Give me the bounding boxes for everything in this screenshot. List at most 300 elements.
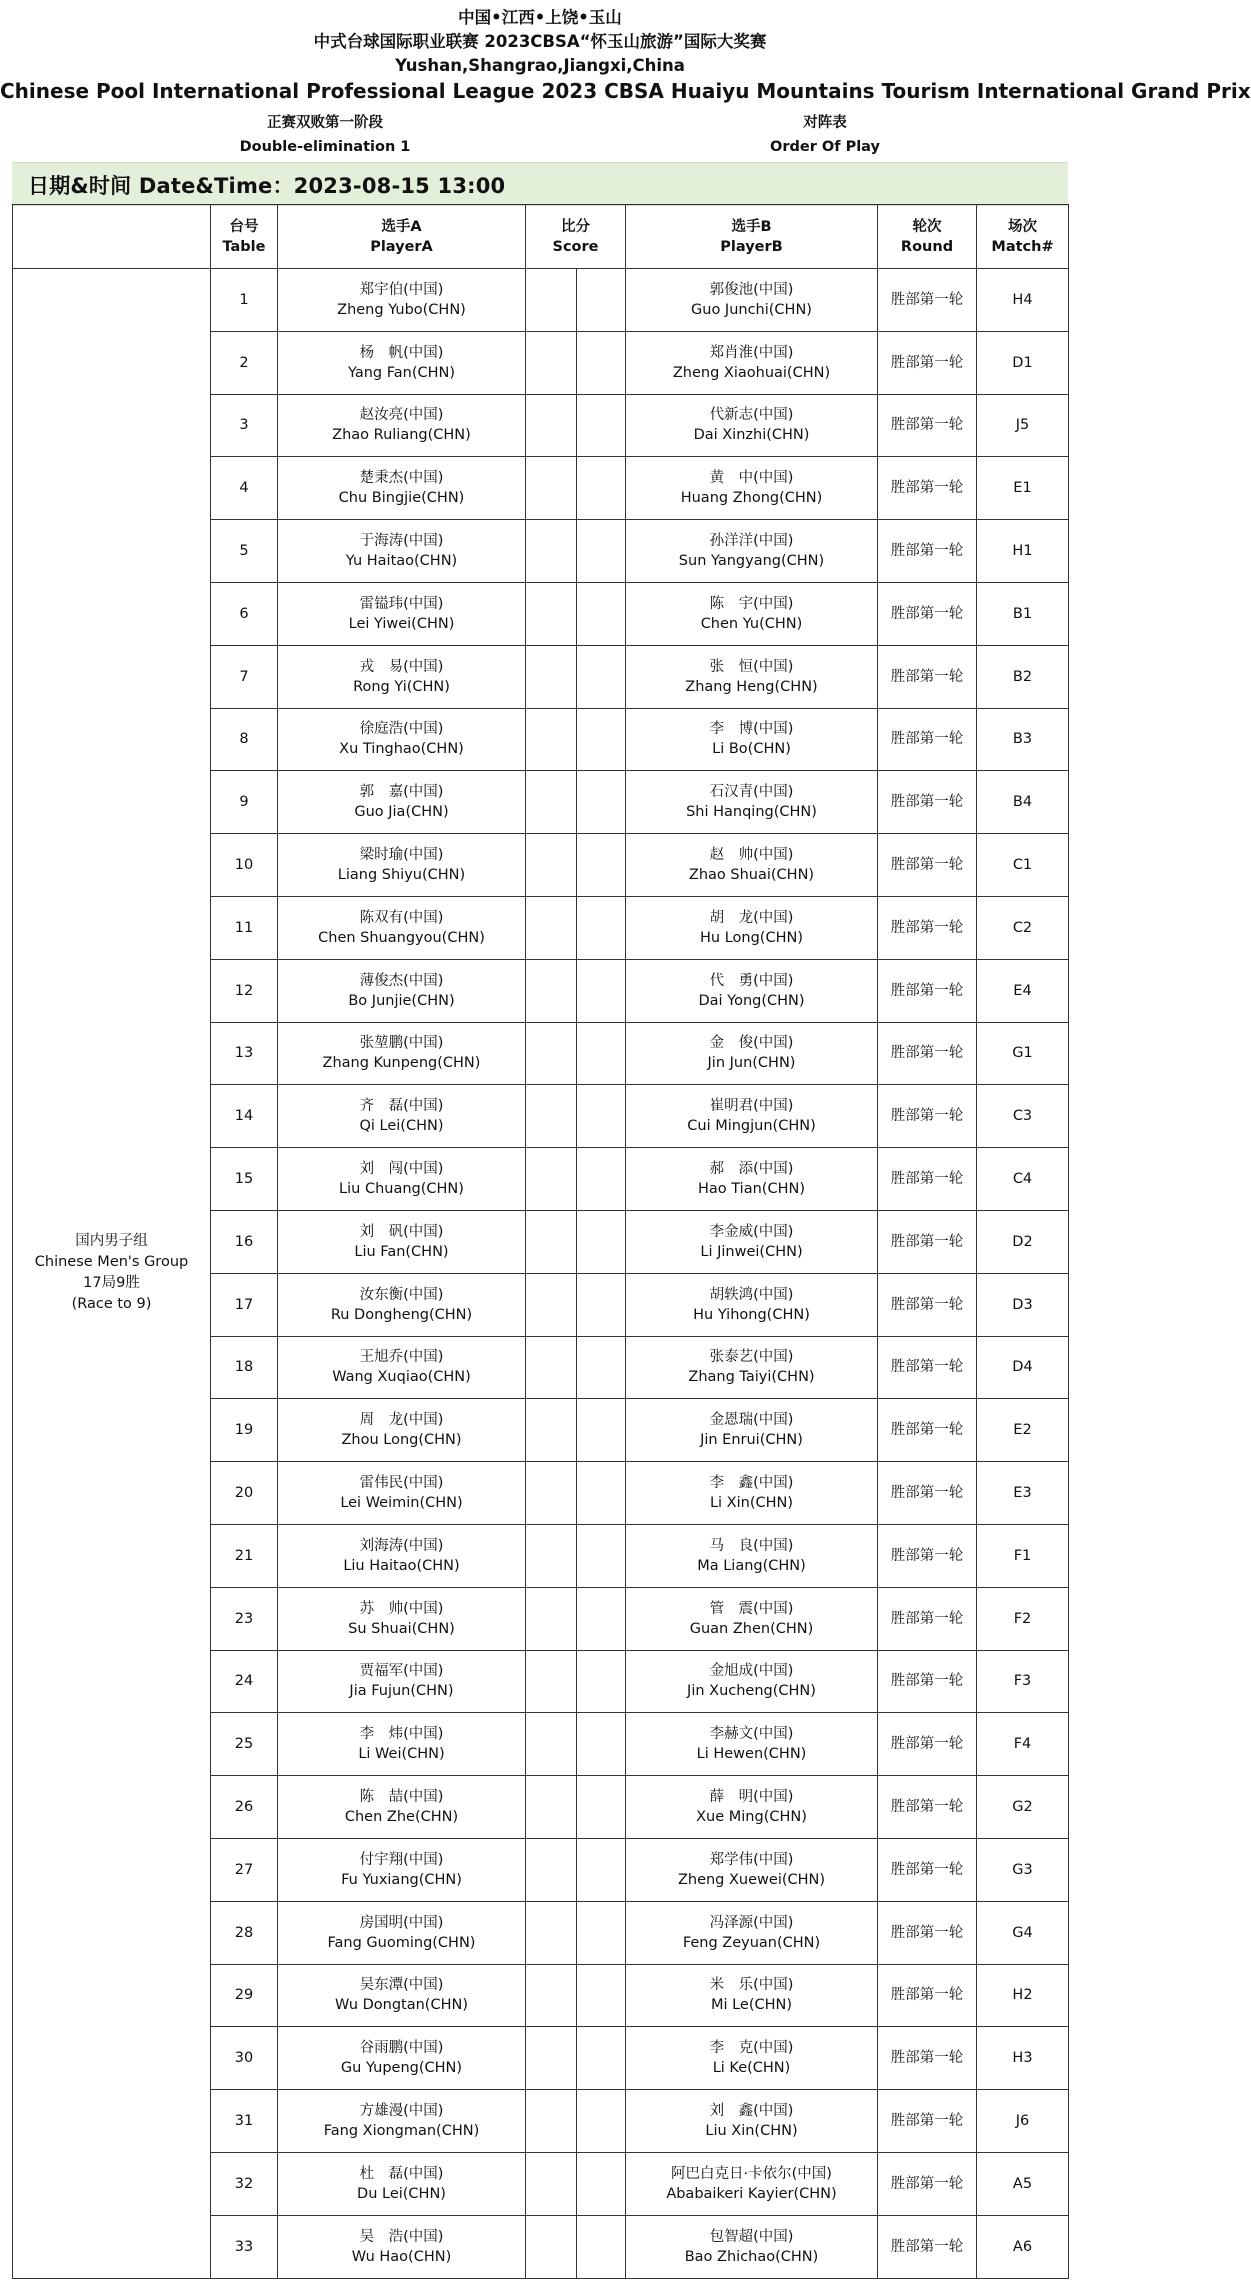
player-b-name-zh: 郝 添(中国) xyxy=(709,1161,794,1178)
player-a-name-en: Guo Jia(CHN) xyxy=(354,804,449,821)
round: 胜部第一轮 xyxy=(878,834,977,897)
score-divider xyxy=(576,771,577,833)
player-b xyxy=(626,2152,878,2215)
player-b-name-en: Jin Xucheng(CHN) xyxy=(687,1683,816,1700)
player-a xyxy=(278,2152,526,2215)
player-a xyxy=(278,1462,526,1525)
player-a-name-zh: 周 龙(中国) xyxy=(359,1412,444,1429)
player-b xyxy=(626,269,878,332)
score-cell xyxy=(526,457,626,520)
player-b-name-en: Zheng Xuewei(CHN) xyxy=(677,1871,826,1888)
score-cell xyxy=(526,331,626,394)
round: 胜部第一轮 xyxy=(878,1650,977,1713)
player-a-name-zh: 张堃鹏(中国) xyxy=(359,1035,444,1052)
table-number: 6 xyxy=(211,582,278,645)
match-number: F2 xyxy=(977,1587,1069,1650)
player-a-name-zh: 齐 磊(中国) xyxy=(359,1098,444,1115)
player-a xyxy=(278,645,526,708)
player-b-name-zh: 胡轶鸿(中国) xyxy=(709,1286,794,1303)
score-cell xyxy=(526,1336,626,1399)
score-divider xyxy=(576,1462,577,1524)
match-number: H1 xyxy=(977,520,1069,583)
order-of-play-table xyxy=(12,204,1069,2279)
player-b-name-zh: 赵 帅(中国) xyxy=(709,847,794,864)
player-b-name-zh: 郑肖淮(中国) xyxy=(709,344,794,361)
player-a-name-en: Zhou Long(CHN) xyxy=(341,1432,462,1449)
round: 胜部第一轮 xyxy=(878,269,977,332)
score-divider xyxy=(576,709,577,771)
player-b xyxy=(626,1210,878,1273)
round: 胜部第一轮 xyxy=(878,1462,977,1525)
round: 胜部第一轮 xyxy=(878,1399,977,1462)
score-cell xyxy=(526,1273,626,1336)
score-divider xyxy=(576,457,577,519)
table-number: 18 xyxy=(211,1336,278,1399)
match-number: H3 xyxy=(977,2027,1069,2090)
score-cell xyxy=(526,959,626,1022)
player-b xyxy=(626,1650,878,1713)
order-label-en: Order Of Play xyxy=(770,139,880,155)
player-b-name-en: Li Bo(CHN) xyxy=(712,741,791,758)
player-b-name-en: Guan Zhen(CHN) xyxy=(689,1620,814,1637)
table-number: 19 xyxy=(211,1399,278,1462)
match-number: H4 xyxy=(977,269,1069,332)
match-number: C2 xyxy=(977,896,1069,959)
score-cell xyxy=(526,1838,626,1901)
player-b xyxy=(626,1462,878,1525)
round: 胜部第一轮 xyxy=(878,1713,977,1776)
player-a xyxy=(278,1713,526,1776)
player-a-name-zh: 戎 易(中国) xyxy=(359,658,444,675)
score-divider xyxy=(576,1525,577,1587)
table-row xyxy=(13,269,1069,332)
round: 胜部第一轮 xyxy=(878,457,977,520)
player-b xyxy=(626,1148,878,1211)
score-divider xyxy=(576,1902,577,1964)
round: 胜部第一轮 xyxy=(878,1148,977,1211)
match-number: C1 xyxy=(977,834,1069,897)
player-b-name-en: Sun Yangyang(CHN) xyxy=(678,553,825,570)
player-b-name-en: Ma Liang(CHN) xyxy=(697,1557,806,1574)
order-label-zh: 对阵表 xyxy=(803,115,847,131)
player-a-name-zh: 薄俊杰(中国) xyxy=(359,972,444,989)
player-b-name-en: Guo Junchi(CHN) xyxy=(691,301,812,318)
player-b-name-zh: 李赫文(中国) xyxy=(709,1726,794,1743)
round: 胜部第一轮 xyxy=(878,1022,977,1085)
player-b-name-zh: 胡 龙(中国) xyxy=(709,909,794,926)
score-cell xyxy=(526,896,626,959)
table-number: 29 xyxy=(211,1964,278,2027)
group-name-zh: 国内男子组 xyxy=(75,1233,148,1250)
player-a-name-en: Jia Fujun(CHN) xyxy=(349,1683,454,1700)
player-b xyxy=(626,896,878,959)
table-header-row xyxy=(13,205,1069,269)
player-a-name-en: Chu Bingjie(CHN) xyxy=(338,490,465,507)
player-a-name-en: Lei Weimin(CHN) xyxy=(340,1495,463,1512)
player-b xyxy=(626,394,878,457)
player-a-name-zh: 赵汝亮(中国) xyxy=(359,407,444,424)
player-a-name-zh: 汝东衡(中国) xyxy=(359,1286,444,1303)
player-a xyxy=(278,394,526,457)
player-b xyxy=(626,457,878,520)
match-number: F3 xyxy=(977,1650,1069,1713)
player-b-name-en: Jin Enrui(CHN) xyxy=(700,1432,803,1449)
score-divider xyxy=(576,269,577,331)
table-number: 20 xyxy=(211,1462,278,1525)
player-b-name-zh: 崔明君(中国) xyxy=(709,1098,794,1115)
score-divider xyxy=(576,1148,577,1210)
round: 胜部第一轮 xyxy=(878,394,977,457)
player-b-name-zh: 孙洋洋(中国) xyxy=(709,533,794,550)
player-b-name-zh: 刘 鑫(中国) xyxy=(709,2103,794,2119)
match-number: G4 xyxy=(977,1901,1069,1964)
round: 胜部第一轮 xyxy=(878,331,977,394)
player-b-name-en: Cui Mingjun(CHN) xyxy=(687,1118,816,1135)
player-b-name-en: Li Ke(CHN) xyxy=(712,2060,791,2077)
player-b-name-en: Li Xin(CHN) xyxy=(709,1495,794,1512)
player-b xyxy=(626,645,878,708)
player-a xyxy=(278,959,526,1022)
player-a-name-en: Ru Dongheng(CHN) xyxy=(330,1306,473,1323)
table-number: 33 xyxy=(211,2215,278,2278)
score-cell xyxy=(526,708,626,771)
player-a-name-en: Wu Dongtan(CHN) xyxy=(335,1997,468,2014)
table-number: 14 xyxy=(211,1085,278,1148)
score-cell xyxy=(526,1901,626,1964)
match-header: 场次 Match# xyxy=(977,205,1069,269)
player-a-name-en: Gu Yupeng(CHN) xyxy=(340,2060,463,2077)
player-a-name-zh: 吴 浩(中国) xyxy=(359,2228,444,2245)
player-b-name-zh: 石汉青(中国) xyxy=(709,784,794,801)
table-number: 13 xyxy=(211,1022,278,1085)
score-divider xyxy=(576,1085,577,1147)
player-b-name-zh: 李 博(中国) xyxy=(709,721,794,738)
score-cell xyxy=(526,2152,626,2215)
player-a-name-zh: 王旭乔(中国) xyxy=(359,1349,444,1366)
table-number-header: 台号 Table xyxy=(211,205,278,269)
player-b-name-en: Huang Zhong(CHN) xyxy=(680,490,823,507)
player-b-header: 选手B PlayerB xyxy=(626,205,878,269)
round: 胜部第一轮 xyxy=(878,708,977,771)
player-b-name-zh: 冯泽源(中国) xyxy=(709,1914,794,1931)
match-number: A5 xyxy=(977,2152,1069,2215)
player-a-name-en: Rong Yi(CHN) xyxy=(353,678,450,695)
score-cell xyxy=(526,2215,626,2278)
match-number: B3 xyxy=(977,708,1069,771)
player-b-name-zh: 黄 中(中国) xyxy=(709,470,794,487)
score-divider xyxy=(576,2216,577,2278)
stage-label xyxy=(200,111,450,159)
player-a-name-en: Qi Lei(CHN) xyxy=(359,1118,444,1135)
player-b-name-en: Zhao Shuai(CHN) xyxy=(688,867,815,884)
match-number: F4 xyxy=(977,1713,1069,1776)
player-b-name-zh: 代 勇(中国) xyxy=(709,972,794,989)
round: 胜部第一轮 xyxy=(878,1336,977,1399)
player-b xyxy=(626,1336,878,1399)
player-a-name-en: Liang Shiyu(CHN) xyxy=(337,867,466,884)
player-b-name-zh: 李金威(中国) xyxy=(709,1223,794,1240)
player-b-name-zh: 薛 明(中国) xyxy=(709,1789,794,1806)
player-a xyxy=(278,520,526,583)
score-divider xyxy=(576,2153,577,2215)
player-a xyxy=(278,1964,526,2027)
group-cell xyxy=(13,269,211,2279)
player-a-name-en: Fang Guoming(CHN) xyxy=(327,1934,476,1951)
table-number: 31 xyxy=(211,2090,278,2153)
round: 胜部第一轮 xyxy=(878,645,977,708)
player-b-name-en: Hu Yihong(CHN) xyxy=(693,1306,810,1323)
score-divider xyxy=(576,2090,577,2152)
score-divider xyxy=(576,1776,577,1838)
table-number: 32 xyxy=(211,2152,278,2215)
player-a xyxy=(278,1399,526,1462)
player-a xyxy=(278,269,526,332)
score-cell xyxy=(526,1462,626,1525)
table-number: 21 xyxy=(211,1524,278,1587)
player-a-name-zh: 付宇翔(中国) xyxy=(359,1851,444,1868)
event-title-zh: 中式台球国际职业联赛 2023CBSA“怀玉山旅游”国际大奖赛 xyxy=(313,32,767,51)
player-a-name-zh: 徐庭浩(中国) xyxy=(359,721,444,738)
player-a-name-en: Lei Yiwei(CHN) xyxy=(348,615,455,632)
table-number: 8 xyxy=(211,708,278,771)
player-b-name-zh: 金旭成(中国) xyxy=(709,1663,794,1680)
round: 胜部第一轮 xyxy=(878,1273,977,1336)
table-number: 10 xyxy=(211,834,278,897)
player-b-name-en: Zhang Heng(CHN) xyxy=(685,678,818,695)
player-b-name-zh: 管 震(中国) xyxy=(709,1600,794,1617)
match-number: F1 xyxy=(977,1524,1069,1587)
score-cell xyxy=(526,269,626,332)
round: 胜部第一轮 xyxy=(878,1964,977,2027)
player-a-name-zh: 李 炜(中国) xyxy=(359,1726,444,1743)
round: 胜部第一轮 xyxy=(878,771,977,834)
player-a-name-zh: 刘 矾(中国) xyxy=(359,1223,444,1240)
player-a xyxy=(278,1085,526,1148)
table-number: 23 xyxy=(211,1587,278,1650)
event-title-en: Chinese Pool International Professional League 2023 CBSA Huaiyu Mountains Tourism International Grand Prix xyxy=(0,79,1251,103)
score-header: 比分 Score xyxy=(526,205,626,269)
score-cell xyxy=(526,394,626,457)
score-divider xyxy=(576,646,577,708)
player-b-name-en: Jin Jun(CHN) xyxy=(707,1055,796,1072)
player-b-name-en: Zheng Xiaohuai(CHN) xyxy=(672,364,831,381)
player-b xyxy=(626,1587,878,1650)
score-cell xyxy=(526,1964,626,2027)
document-header xyxy=(0,6,1251,104)
player-b-name-zh: 金 俊(中国) xyxy=(709,1035,794,1052)
player-b-name-en: Hu Long(CHN) xyxy=(700,929,803,946)
score-divider xyxy=(576,1839,577,1901)
player-b xyxy=(626,1964,878,2027)
score-divider xyxy=(576,1588,577,1650)
round: 胜部第一轮 xyxy=(878,1901,977,1964)
match-number: E2 xyxy=(977,1399,1069,1462)
player-a-name-en: Wu Hao(CHN) xyxy=(351,2248,452,2265)
table-number: 2 xyxy=(211,331,278,394)
player-a-name-en: Du Lei(CHN) xyxy=(357,2185,446,2202)
score-divider xyxy=(576,395,577,457)
match-number: G2 xyxy=(977,1776,1069,1839)
player-a-name-zh: 郑宇伯(中国) xyxy=(359,281,444,298)
match-number: J5 xyxy=(977,394,1069,457)
match-number: D1 xyxy=(977,331,1069,394)
table-number: 17 xyxy=(211,1273,278,1336)
player-b-name-en: Li Jinwei(CHN) xyxy=(700,1243,803,1260)
match-number: E4 xyxy=(977,959,1069,1022)
score-divider xyxy=(576,1965,577,2027)
player-b-name-en: Ababaikeri Kayier(CHN) xyxy=(666,2185,837,2202)
score-divider xyxy=(576,1211,577,1273)
player-b xyxy=(626,331,878,394)
player-a-name-zh: 刘 闯(中国) xyxy=(359,1161,444,1178)
player-a-header: 选手A PlayerA xyxy=(278,205,526,269)
score-cell xyxy=(526,2027,626,2090)
player-a xyxy=(278,1587,526,1650)
score-divider xyxy=(576,1713,577,1775)
score-cell xyxy=(526,1399,626,1462)
player-b xyxy=(626,1273,878,1336)
player-a-name-zh: 于海涛(中国) xyxy=(359,533,444,550)
player-a-name-en: Bo Junjie(CHN) xyxy=(348,992,455,1009)
race-format-en: (Race to 9) xyxy=(71,1296,152,1313)
table-number: 5 xyxy=(211,520,278,583)
round: 胜部第一轮 xyxy=(878,1524,977,1587)
player-a-name-zh: 陈 喆(中国) xyxy=(359,1789,444,1806)
player-a xyxy=(278,771,526,834)
score-divider xyxy=(576,520,577,582)
player-a-name-zh: 贾福军(中国) xyxy=(359,1663,444,1680)
player-a-name-en: Zhang Kunpeng(CHN) xyxy=(322,1055,481,1072)
player-b xyxy=(626,1399,878,1462)
player-b-name-en: Dai Xinzhi(CHN) xyxy=(693,427,810,444)
match-number: E3 xyxy=(977,1462,1069,1525)
player-b-name-en: Hao Tian(CHN) xyxy=(698,1181,805,1198)
player-b-name-zh: 郭俊池(中国) xyxy=(709,281,794,298)
player-b-name-zh: 李 鑫(中国) xyxy=(709,1475,794,1492)
table-number: 30 xyxy=(211,2027,278,2090)
player-a-name-en: Xu Tinghao(CHN) xyxy=(339,741,464,758)
match-number: D2 xyxy=(977,1210,1069,1273)
player-a-name-zh: 杨 帆(中国) xyxy=(359,344,444,361)
match-number: A6 xyxy=(977,2215,1069,2278)
player-b xyxy=(626,2027,878,2090)
round: 胜部第一轮 xyxy=(878,2027,977,2090)
score-divider xyxy=(576,2027,577,2089)
player-a xyxy=(278,331,526,394)
round: 胜部第一轮 xyxy=(878,1838,977,1901)
player-a-name-zh: 楚秉杰(中国) xyxy=(359,470,444,487)
match-number: H2 xyxy=(977,1964,1069,2027)
player-a-name-en: Fu Yuxiang(CHN) xyxy=(341,1871,462,1888)
player-a-name-zh: 雷镒玮(中国) xyxy=(359,595,444,612)
table-number: 16 xyxy=(211,1210,278,1273)
round: 胜部第一轮 xyxy=(878,2090,977,2153)
table-number: 4 xyxy=(211,457,278,520)
score-divider xyxy=(576,1023,577,1085)
date-time-text: 日期&时间 Date&Time：2023-08-15 13:00 xyxy=(28,174,506,198)
match-number: C4 xyxy=(977,1148,1069,1211)
score-cell xyxy=(526,582,626,645)
player-a-name-zh: 方雄漫(中国) xyxy=(359,2103,444,2119)
round: 胜部第一轮 xyxy=(878,1776,977,1839)
table-number: 26 xyxy=(211,1776,278,1839)
player-a-name-zh: 雷伟民(中国) xyxy=(359,1475,444,1492)
score-cell xyxy=(526,1210,626,1273)
player-a xyxy=(278,1273,526,1336)
player-a xyxy=(278,2090,526,2153)
score-cell xyxy=(526,2090,626,2153)
player-b xyxy=(626,1713,878,1776)
player-b-name-zh: 阿巴白克日·卡依尔(中国) xyxy=(671,2165,832,2182)
player-a-name-zh: 谷雨鹏(中国) xyxy=(359,2040,444,2057)
player-a xyxy=(278,582,526,645)
player-a-name-zh: 陈双有(中国) xyxy=(359,909,444,926)
player-a-name-zh: 房国明(中国) xyxy=(359,1914,444,1931)
round: 胜部第一轮 xyxy=(878,1587,977,1650)
player-a-name-zh: 刘海涛(中国) xyxy=(359,1537,444,1554)
player-a xyxy=(278,2215,526,2278)
player-b-name-en: Li Hewen(CHN) xyxy=(696,1746,807,1763)
player-b-name-en: Bao Zhichao(CHN) xyxy=(684,2248,819,2265)
table-number: 12 xyxy=(211,959,278,1022)
score-divider xyxy=(576,960,577,1022)
score-cell xyxy=(526,1085,626,1148)
player-b-name-zh: 张 恒(中国) xyxy=(709,658,794,675)
player-a-name-en: Su Shuai(CHN) xyxy=(348,1620,455,1637)
player-b xyxy=(626,520,878,583)
score-divider xyxy=(576,1337,577,1399)
player-b xyxy=(626,2090,878,2153)
player-a-name-en: Zhao Ruliang(CHN) xyxy=(332,427,471,444)
player-b-name-zh: 包智超(中国) xyxy=(709,2228,794,2245)
player-b-name-zh: 郑学伟(中国) xyxy=(709,1851,794,1868)
order-label xyxy=(700,111,950,159)
player-b-name-zh: 陈 宇(中国) xyxy=(709,595,794,612)
location-title-en: Yushan,Shangrao,Jiangxi,China xyxy=(395,56,685,75)
score-cell xyxy=(526,1776,626,1839)
player-a xyxy=(278,1210,526,1273)
player-b-name-zh: 马 良(中国) xyxy=(709,1537,794,1554)
match-number: B4 xyxy=(977,771,1069,834)
player-a-name-en: Chen Zhe(CHN) xyxy=(344,1809,459,1826)
player-a xyxy=(278,1524,526,1587)
score-cell xyxy=(526,1713,626,1776)
player-b xyxy=(626,771,878,834)
table-number: 24 xyxy=(211,1650,278,1713)
table-number: 9 xyxy=(211,771,278,834)
player-b xyxy=(626,1838,878,1901)
player-a-name-en: Liu Haitao(CHN) xyxy=(343,1557,460,1574)
match-number: J6 xyxy=(977,2090,1069,2153)
group-header xyxy=(13,205,211,269)
player-a xyxy=(278,457,526,520)
player-b-name-zh: 李 克(中国) xyxy=(709,2040,794,2057)
score-divider xyxy=(576,1274,577,1336)
score-cell xyxy=(526,1524,626,1587)
score-cell xyxy=(526,1587,626,1650)
player-a xyxy=(278,1901,526,1964)
player-a-name-zh: 杜 磊(中国) xyxy=(359,2165,444,2182)
match-number: D4 xyxy=(977,1336,1069,1399)
table-number: 7 xyxy=(211,645,278,708)
player-a-name-zh: 梁时瑜(中国) xyxy=(359,847,444,864)
score-divider xyxy=(576,897,577,959)
score-divider xyxy=(576,583,577,645)
player-a xyxy=(278,834,526,897)
table-number: 1 xyxy=(211,269,278,332)
table-number: 25 xyxy=(211,1713,278,1776)
player-a xyxy=(278,896,526,959)
